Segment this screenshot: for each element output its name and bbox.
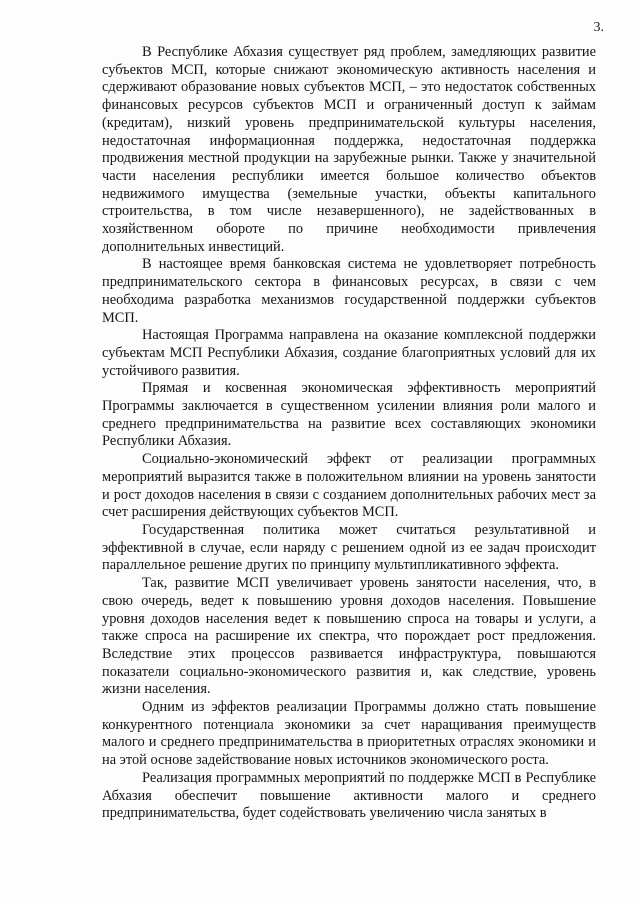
paragraph: Так, развитие МСП увеличивает уровень занятости населения, что, в свою очередь, ведет к повышению уровня доходов населения. Повышение уровня доходов населения ведет к повышению спроса на товары и услуги, а также спроса на расширение их спектра, что порождает рост предложения. Вследствие этих процессов развивается инфраструктура, повышаются показатели социально-экономического развития и, как следствие, уровень жизни населения.	[102, 575, 596, 698]
paragraph: Государственная политика может считаться результативной и эффективной в случае, если наряду с решением одной из ее задач происходит параллельное решение других по принципу мультипликативного эффекта.	[102, 521, 596, 574]
page-number: 3.	[593, 20, 604, 35]
paragraph: Настоящая Программа направлена на оказание комплексной поддержки субъектам МСП Республики Абхазия, создание благоприятных условий для их устойчивого развития.	[102, 327, 596, 379]
paragraph: Социально-экономический эффект от реализации программных мероприятий выразится также в положительном влиянии на уровень занятости и рост доходов населения в связи с созданием дополнительных рабочих мест за счет расширения действующих субъектов МСП.	[102, 451, 596, 521]
document-body	[102, 44, 596, 823]
paragraph: В настоящее время банковская система не удовлетворяет потребность предпринимательского сектора в финансовых ресурсах, в связи с чем необходима разработка механизмов государственной поддержки субъектов МСП.	[102, 256, 596, 326]
paragraph: Прямая и косвенная экономическая эффективность мероприятий Программы заключается в существенном усилении влияния роли малого и среднего предпринимательства на развитие всех составляющих экономики Республики Абхазия.	[102, 380, 596, 450]
paragraph: Одним из эффектов реализации Программы должно стать повышение конкурентного потенциала экономики за счет наращивания преимуществ малого и среднего предпринимательства в приоритетных отраслях экономики и на этой основе задействование новых источников экономического роста.	[102, 699, 596, 769]
paragraph: Реализация программных мероприятий по поддержке МСП в Республике Абхазия обеспечит повышение активности малого и среднего предпринимательства, будет содействовать увеличению числа занятых в	[102, 769, 596, 822]
paragraph: В Республике Абхазия существует ряд проблем, замедляющих развитие субъектов МСП, которые снижают экономическую активность населения и сдерживают образование новых субъектов МСП, – это недостаток собственных финансовых ресурсов субъектов МСП и ограниченный доступ к займам (кредитам), низкий уровень предпринимательской культуры населения, недостаточная информационная поддержка, недостаточная поддержка продвижения местной продукции на зарубежные рынки. Также у значительной части населения республики имеется большое количество объектов недвижимого имущества (земельные участки, объекты капитального строительства, в том числе незавершенного), не задействованных в хозяйственном обороте по причине необходимости привлечения дополнительных инвестиций.	[102, 44, 596, 255]
